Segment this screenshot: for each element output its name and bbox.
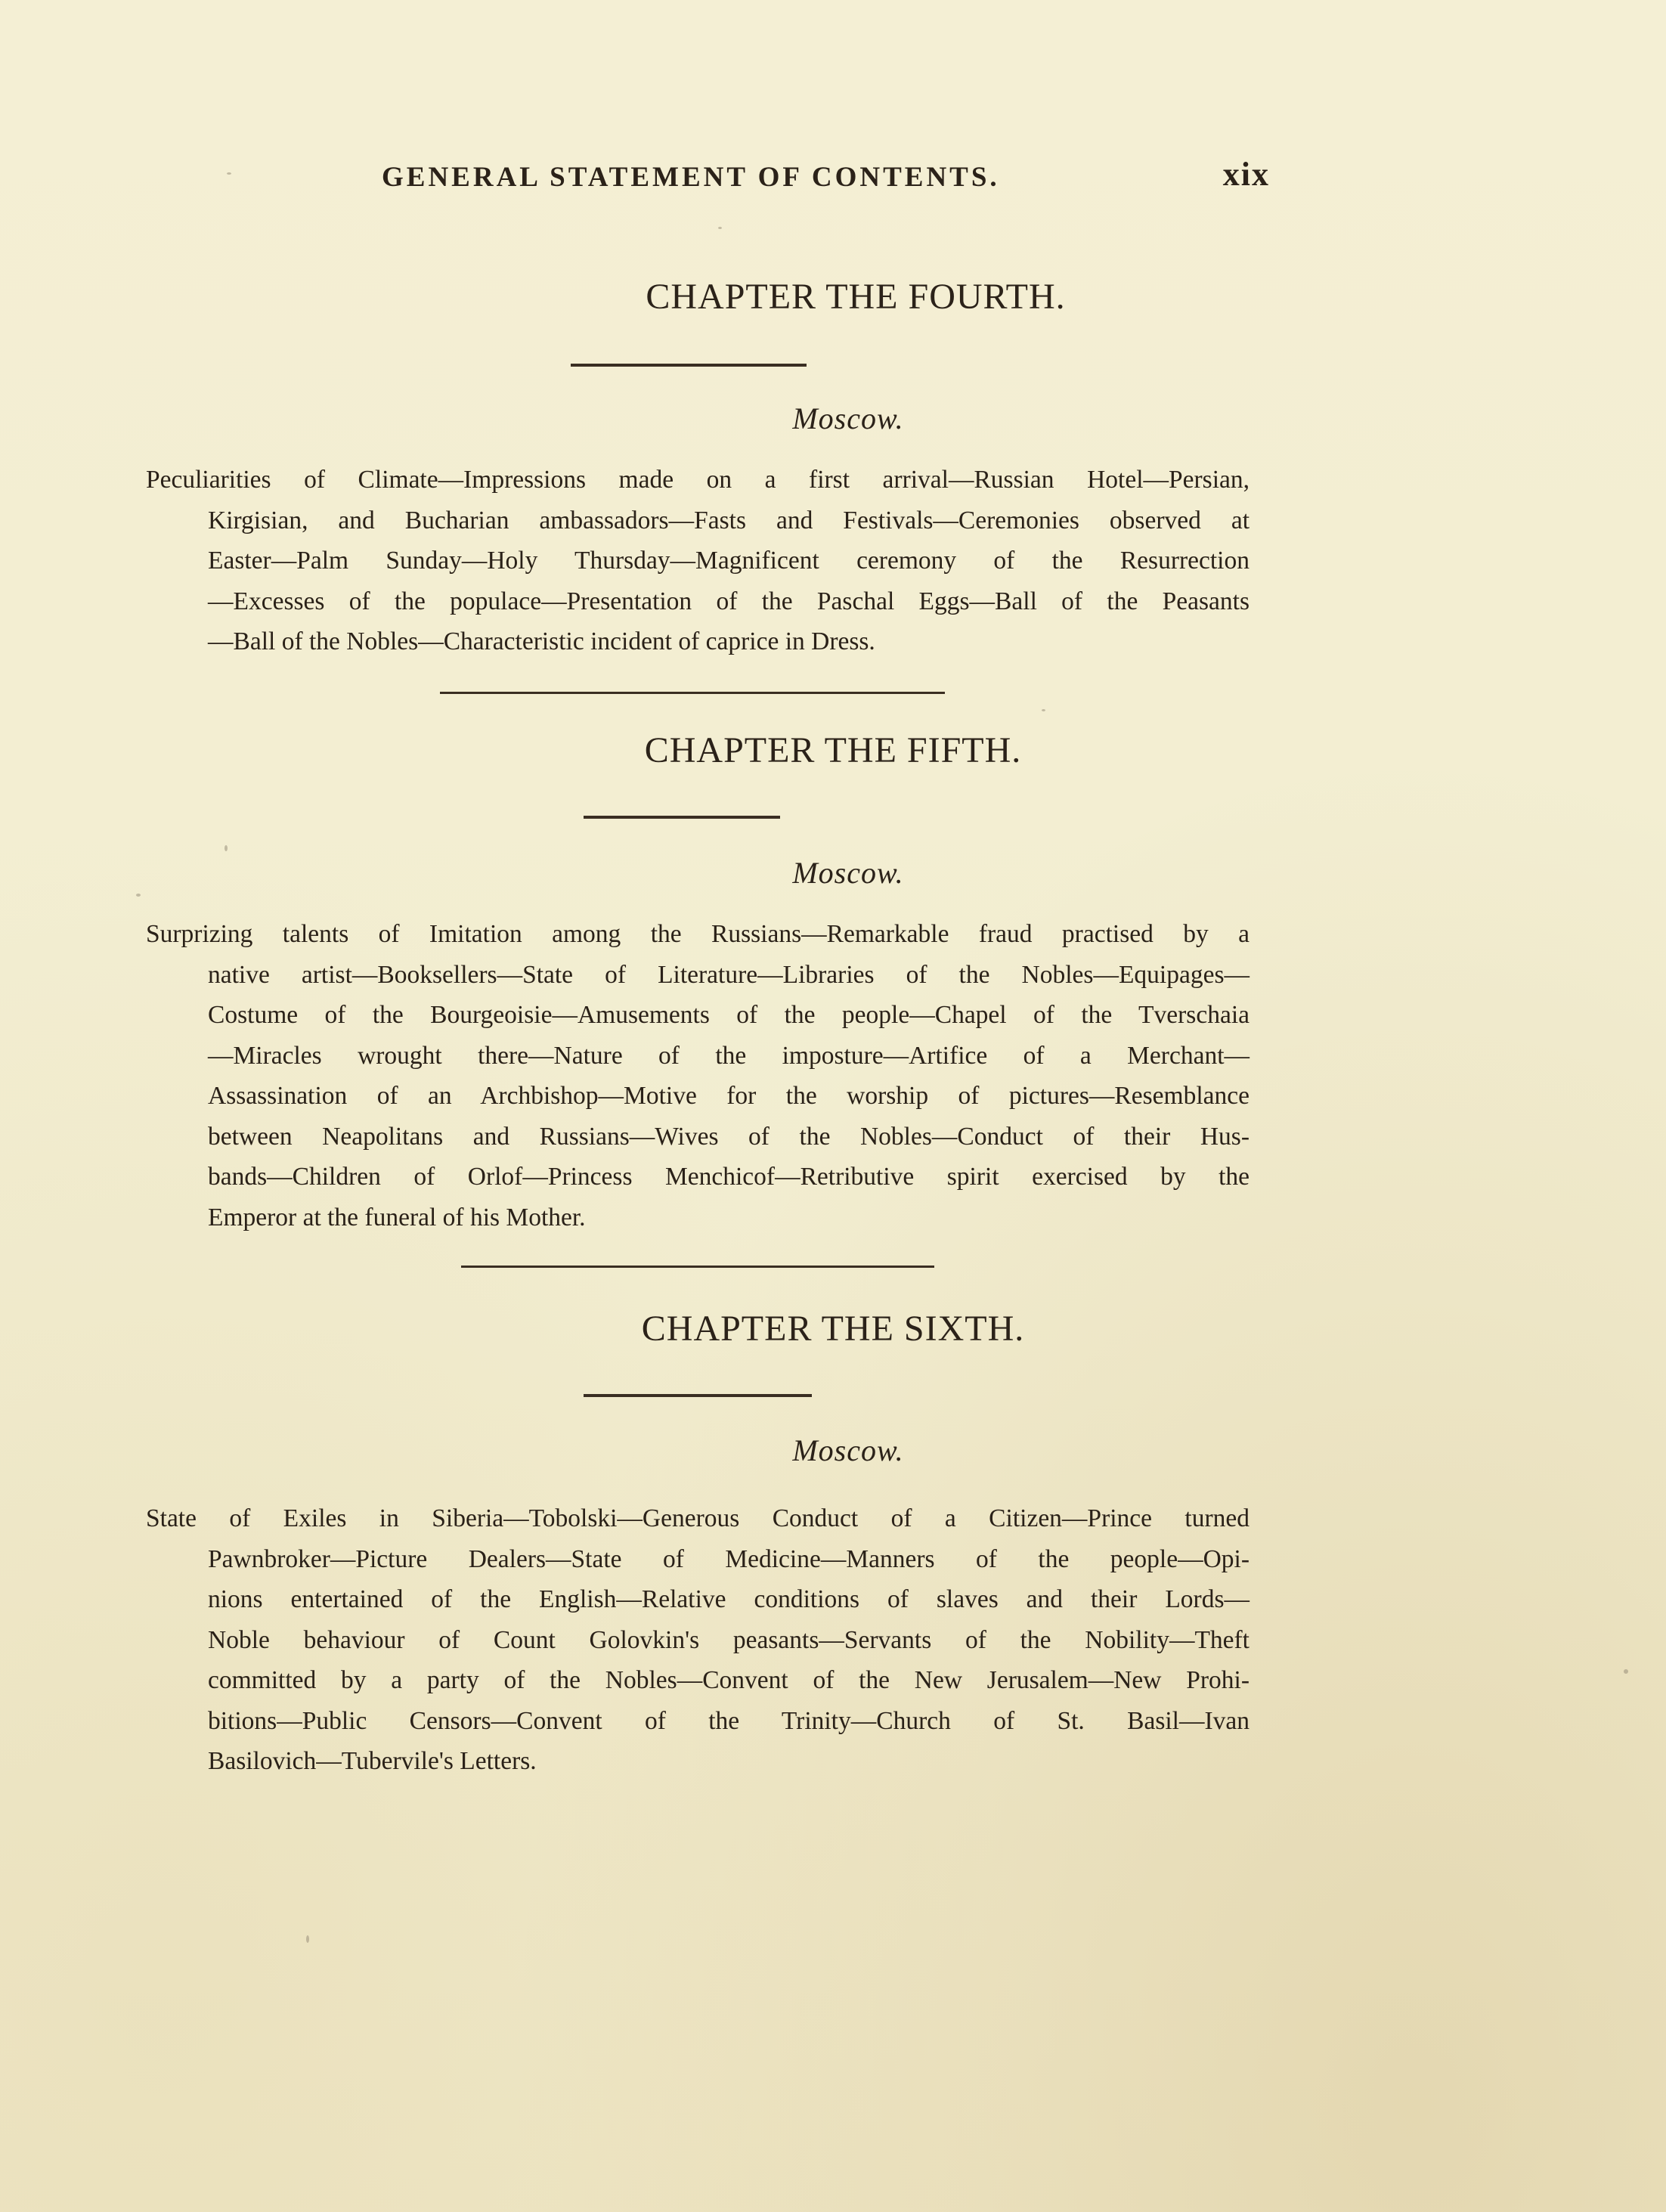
running-head-title: GENERAL STATEMENT OF CONTENTS. — [382, 162, 1000, 193]
chapter-summary — [146, 1498, 1250, 1782]
chapter-place-title: Moscow. — [792, 401, 904, 435]
chapter-heading: CHAPTER THE FIFTH. — [644, 730, 1022, 770]
heading-rule — [584, 816, 780, 819]
summary-line: Peculiarities of Climate—Impressions made on a first arrival—Russian Hotel—Persian, — [146, 466, 1250, 494]
paper-speck — [227, 172, 231, 175]
running-head — [382, 155, 1270, 200]
summary-line: Assassination of an Archbishop—Motive for the worship of pictures—Resemblance — [208, 1082, 1250, 1110]
summary-line: bands—Children of Orlof—Princess Menchicof—Retributive spirit exercised by the — [208, 1163, 1250, 1191]
summary-line: committed by a party of the Nobles—Convent of the New Jerusalem—New Prohi- — [208, 1666, 1250, 1694]
summary-line: between Neapolitans and Russians—Wives of the Nobles—Conduct of their Hus- — [208, 1122, 1250, 1151]
chapter-place-title: Moscow. — [792, 856, 904, 890]
summary-line: Noble behaviour of Count Golovkin's peasants—Servants of the Nobility—Theft — [208, 1625, 1250, 1654]
summary-line: Kirgisian, and Bucharian ambassadors—Fasts and Festivals—Ceremonies observed at — [208, 506, 1250, 534]
paper-speck — [225, 845, 228, 851]
summary-line: Surprizing talents of Imitation among the Russians—Remarkable fraud practised by a — [146, 920, 1250, 948]
chapter-heading: CHAPTER THE SIXTH. — [641, 1309, 1025, 1349]
page-number: xix — [1222, 156, 1270, 193]
paper-speck — [1042, 709, 1045, 711]
chapter-place-title: Moscow. — [792, 1433, 904, 1467]
summary-line: Pawnbroker—Picture Dealers—State of Medicine—Manners of the people—Opi- — [208, 1544, 1250, 1573]
chapter-heading: CHAPTER THE FOURTH. — [646, 277, 1066, 317]
paper-speck — [718, 227, 722, 229]
paper-speck — [1624, 1669, 1628, 1674]
chapter-summary — [146, 460, 1250, 662]
summary-line: State of Exiles in Siberia—Tobolski—Generous Conduct of a Citizen—Prince turned — [146, 1504, 1250, 1532]
paper-speck — [306, 1935, 309, 1943]
summary-line: Basilovich—Tubervile's Letters. — [208, 1747, 537, 1775]
summary-line: native artist—Booksellers—State of Literature—Libraries of the Nobles—Equipages— — [208, 960, 1250, 989]
summary-line: bitions—Public Censors—Convent of the Trinity—Church of St. Basil—Ivan — [208, 1706, 1250, 1735]
section-divider — [440, 692, 945, 694]
summary-line: —Miracles wrought there—Nature of the imposture—Artifice of a Merchant— — [208, 1041, 1250, 1070]
heading-rule — [571, 364, 807, 367]
paper-speck — [136, 894, 141, 897]
summary-line: —Excesses of the populace—Presentation of the Paschal Eggs—Ball of the Peasants — [208, 587, 1250, 615]
summary-line: Emperor at the funeral of his Mother. — [208, 1203, 586, 1231]
summary-line: nions entertained of the English—Relative conditions of slaves and their Lords— — [208, 1585, 1250, 1613]
heading-rule — [584, 1394, 812, 1397]
chapter-summary — [146, 914, 1250, 1238]
summary-line: Costume of the Bourgeoisie—Amusements of the people—Chapel of the Tverschaia — [208, 1001, 1250, 1029]
section-divider — [461, 1266, 934, 1268]
summary-line: Easter—Palm Sunday—Holy Thursday—Magnificent ceremony of the Resurrection — [208, 547, 1250, 575]
summary-line: —Ball of the Nobles—Characteristic incident of caprice in Dress. — [208, 627, 875, 655]
